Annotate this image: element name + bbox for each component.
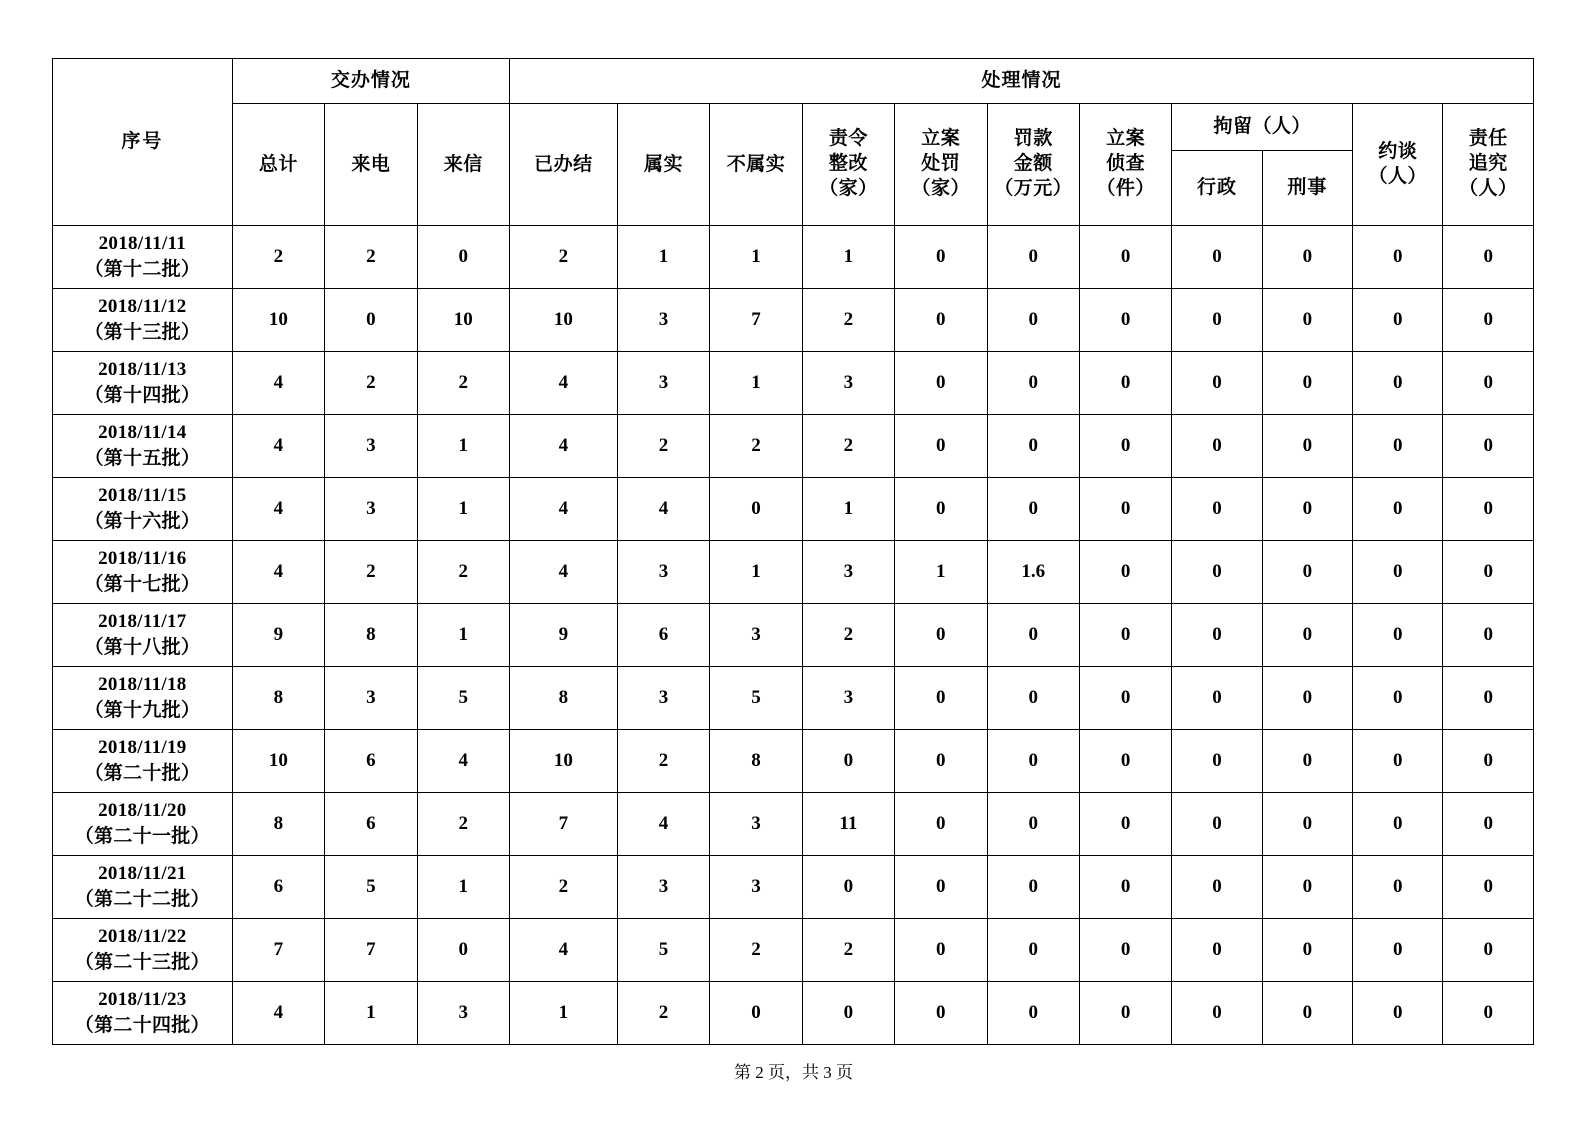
cell-detain-admin: 0 bbox=[1172, 604, 1262, 667]
cell-closed: 2 bbox=[510, 226, 618, 289]
cell-fine: 0 bbox=[987, 478, 1079, 541]
cell-investigate: 0 bbox=[1079, 919, 1171, 982]
cell-total: 4 bbox=[232, 352, 324, 415]
cell-fine: 0 bbox=[987, 226, 1079, 289]
cell-interview: 0 bbox=[1353, 604, 1443, 667]
row-label bbox=[53, 982, 233, 1045]
cell-accountability: 0 bbox=[1443, 226, 1534, 289]
row-date: 2018/11/19 bbox=[98, 737, 187, 759]
cell-true-case: 3 bbox=[617, 352, 709, 415]
cell-rectify: 2 bbox=[802, 919, 894, 982]
cell-interview: 0 bbox=[1353, 478, 1443, 541]
cell-interview: 0 bbox=[1353, 919, 1443, 982]
cell-rectify: 3 bbox=[802, 667, 894, 730]
cell-fine: 0 bbox=[987, 352, 1079, 415]
cell-interview: 0 bbox=[1353, 793, 1443, 856]
cell-true-case: 5 bbox=[617, 919, 709, 982]
header-fine bbox=[987, 104, 1079, 226]
cell-fine: 0 bbox=[987, 919, 1079, 982]
row-label bbox=[53, 856, 233, 919]
cell-total: 2 bbox=[232, 226, 324, 289]
cell-accountability: 0 bbox=[1443, 541, 1534, 604]
header-letter: 来信 bbox=[417, 104, 509, 226]
cell-interview: 0 bbox=[1353, 856, 1443, 919]
cell-investigate: 0 bbox=[1079, 415, 1171, 478]
row-label bbox=[53, 604, 233, 667]
cell-closed: 8 bbox=[510, 667, 618, 730]
cell-true-case: 4 bbox=[617, 478, 709, 541]
cell-investigate: 0 bbox=[1079, 289, 1171, 352]
cell-call: 7 bbox=[325, 919, 417, 982]
cell-untrue-case: 1 bbox=[710, 541, 802, 604]
cell-penalty: 0 bbox=[895, 604, 987, 667]
cell-accountability: 0 bbox=[1443, 667, 1534, 730]
cell-detain-criminal: 0 bbox=[1262, 793, 1352, 856]
cell-call: 2 bbox=[325, 226, 417, 289]
row-label bbox=[53, 478, 233, 541]
cell-detain-admin: 0 bbox=[1172, 541, 1262, 604]
cell-interview: 0 bbox=[1353, 226, 1443, 289]
cell-call: 3 bbox=[325, 415, 417, 478]
cell-true-case: 3 bbox=[617, 289, 709, 352]
header-closed: 已办结 bbox=[510, 104, 618, 226]
table-row bbox=[53, 352, 1534, 415]
cell-investigate: 0 bbox=[1079, 856, 1171, 919]
row-label bbox=[53, 793, 233, 856]
cell-fine: 0 bbox=[987, 730, 1079, 793]
table-header-group-row bbox=[53, 59, 1534, 104]
cell-penalty: 0 bbox=[895, 415, 987, 478]
cell-true-case: 2 bbox=[617, 415, 709, 478]
cell-call: 0 bbox=[325, 289, 417, 352]
cell-closed: 1 bbox=[510, 982, 618, 1045]
cell-total: 4 bbox=[232, 982, 324, 1045]
cell-interview: 0 bbox=[1353, 289, 1443, 352]
cell-detain-admin: 0 bbox=[1172, 730, 1262, 793]
cell-detain-criminal: 0 bbox=[1262, 730, 1352, 793]
cell-closed: 4 bbox=[510, 478, 618, 541]
cell-untrue-case: 7 bbox=[710, 289, 802, 352]
header-investigate-line1: 立案 bbox=[1106, 128, 1146, 150]
cell-total: 8 bbox=[232, 793, 324, 856]
cell-rectify: 2 bbox=[802, 604, 894, 667]
cell-rectify: 2 bbox=[802, 289, 894, 352]
cell-investigate: 0 bbox=[1079, 604, 1171, 667]
cell-total: 4 bbox=[232, 541, 324, 604]
cell-accountability: 0 bbox=[1443, 352, 1534, 415]
cell-total: 10 bbox=[232, 730, 324, 793]
table-row bbox=[53, 982, 1534, 1045]
header-group-handled: 处理情况 bbox=[510, 59, 1534, 104]
cell-call: 3 bbox=[325, 667, 417, 730]
cell-interview: 0 bbox=[1353, 982, 1443, 1045]
cell-fine: 0 bbox=[987, 667, 1079, 730]
cell-true-case: 6 bbox=[617, 604, 709, 667]
table-row bbox=[53, 478, 1534, 541]
cell-accountability: 0 bbox=[1443, 604, 1534, 667]
cell-letter: 1 bbox=[417, 604, 509, 667]
cell-penalty: 1 bbox=[895, 541, 987, 604]
header-detain: 拘留（人） bbox=[1172, 104, 1353, 151]
page-footer: 第 2 页，共 3 页 bbox=[734, 1063, 853, 1082]
cell-letter: 1 bbox=[417, 856, 509, 919]
header-rectify-line1: 责令 bbox=[828, 128, 868, 150]
cell-detain-criminal: 0 bbox=[1262, 541, 1352, 604]
cell-fine: 0 bbox=[987, 415, 1079, 478]
cell-letter: 5 bbox=[417, 667, 509, 730]
cell-detain-criminal: 0 bbox=[1262, 226, 1352, 289]
cell-untrue-case: 5 bbox=[710, 667, 802, 730]
row-label bbox=[53, 415, 233, 478]
cell-closed: 7 bbox=[510, 793, 618, 856]
header-fine-line1: 罚款 bbox=[1013, 128, 1053, 150]
cell-rectify: 0 bbox=[802, 730, 894, 793]
cell-accountability: 0 bbox=[1443, 919, 1534, 982]
cell-closed: 4 bbox=[510, 541, 618, 604]
header-interview bbox=[1353, 104, 1443, 226]
cell-untrue-case: 3 bbox=[710, 793, 802, 856]
cell-investigate: 0 bbox=[1079, 541, 1171, 604]
cell-call: 2 bbox=[325, 541, 417, 604]
row-label bbox=[53, 919, 233, 982]
row-batch: （第十九批） bbox=[84, 700, 201, 721]
cell-total: 7 bbox=[232, 919, 324, 982]
cell-investigate: 0 bbox=[1079, 352, 1171, 415]
header-penalty-line3: （家） bbox=[911, 177, 971, 199]
cell-rectify: 3 bbox=[802, 352, 894, 415]
cell-investigate: 0 bbox=[1079, 667, 1171, 730]
report-table bbox=[52, 58, 1534, 1045]
cell-closed: 10 bbox=[510, 730, 618, 793]
cell-detain-criminal: 0 bbox=[1262, 667, 1352, 730]
header-interview-line1: 约谈 bbox=[1378, 140, 1418, 162]
cell-closed: 9 bbox=[510, 604, 618, 667]
cell-fine: 1.6 bbox=[987, 541, 1079, 604]
header-rectify bbox=[802, 104, 894, 226]
table-row bbox=[53, 604, 1534, 667]
cell-true-case: 2 bbox=[617, 982, 709, 1045]
cell-letter: 2 bbox=[417, 541, 509, 604]
cell-closed: 4 bbox=[510, 415, 618, 478]
cell-true-case: 3 bbox=[617, 667, 709, 730]
cell-accountability: 0 bbox=[1443, 415, 1534, 478]
table-row bbox=[53, 226, 1534, 289]
row-batch: （第十三批） bbox=[84, 322, 201, 343]
cell-interview: 0 bbox=[1353, 667, 1443, 730]
cell-detain-criminal: 0 bbox=[1262, 478, 1352, 541]
row-date: 2018/11/21 bbox=[98, 863, 187, 885]
row-label bbox=[53, 541, 233, 604]
cell-interview: 0 bbox=[1353, 415, 1443, 478]
cell-rectify: 0 bbox=[802, 856, 894, 919]
cell-detain-criminal: 0 bbox=[1262, 856, 1352, 919]
cell-untrue-case: 1 bbox=[710, 226, 802, 289]
cell-detain-admin: 0 bbox=[1172, 793, 1262, 856]
cell-penalty: 0 bbox=[895, 478, 987, 541]
header-detain-admin: 行政 bbox=[1172, 151, 1262, 226]
cell-fine: 0 bbox=[987, 604, 1079, 667]
cell-interview: 0 bbox=[1353, 352, 1443, 415]
cell-rectify: 1 bbox=[802, 226, 894, 289]
header-accountability-line3: （人） bbox=[1458, 177, 1518, 199]
header-true-case: 属实 bbox=[617, 104, 709, 226]
header-fine-line2: 金额 bbox=[1013, 153, 1053, 175]
row-label bbox=[53, 667, 233, 730]
cell-true-case: 3 bbox=[617, 856, 709, 919]
row-batch: （第十八批） bbox=[84, 637, 201, 658]
row-batch: （第二十二批） bbox=[74, 889, 210, 910]
cell-call: 3 bbox=[325, 478, 417, 541]
row-batch: （第二十批） bbox=[84, 763, 201, 784]
cell-investigate: 0 bbox=[1079, 478, 1171, 541]
row-batch: （第二十四批） bbox=[74, 1015, 210, 1036]
row-date: 2018/11/12 bbox=[98, 296, 187, 318]
header-detain-criminal: 刑事 bbox=[1262, 151, 1352, 226]
cell-closed: 4 bbox=[510, 919, 618, 982]
cell-call: 8 bbox=[325, 604, 417, 667]
table-row bbox=[53, 289, 1534, 352]
header-accountability-line2: 追究 bbox=[1468, 153, 1508, 175]
header-investigate-line2: 侦查 bbox=[1106, 153, 1146, 175]
cell-fine: 0 bbox=[987, 793, 1079, 856]
cell-detain-admin: 0 bbox=[1172, 478, 1262, 541]
cell-untrue-case: 1 bbox=[710, 352, 802, 415]
cell-total: 9 bbox=[232, 604, 324, 667]
row-label bbox=[53, 226, 233, 289]
table-row bbox=[53, 541, 1534, 604]
cell-untrue-case: 3 bbox=[710, 856, 802, 919]
row-date: 2018/11/15 bbox=[98, 485, 187, 507]
cell-investigate: 0 bbox=[1079, 730, 1171, 793]
cell-penalty: 0 bbox=[895, 289, 987, 352]
header-accountability-line1: 责任 bbox=[1468, 128, 1508, 150]
header-rectify-line2: 整改 bbox=[828, 153, 868, 175]
cell-untrue-case: 0 bbox=[710, 982, 802, 1045]
cell-detain-criminal: 0 bbox=[1262, 352, 1352, 415]
cell-closed: 10 bbox=[510, 289, 618, 352]
cell-call: 2 bbox=[325, 352, 417, 415]
header-rectify-line3: （家） bbox=[819, 177, 878, 199]
cell-rectify: 2 bbox=[802, 415, 894, 478]
cell-rectify: 0 bbox=[802, 982, 894, 1045]
row-label bbox=[53, 352, 233, 415]
cell-detain-admin: 0 bbox=[1172, 919, 1262, 982]
cell-untrue-case: 3 bbox=[710, 604, 802, 667]
cell-detain-admin: 0 bbox=[1172, 415, 1262, 478]
cell-rectify: 11 bbox=[802, 793, 894, 856]
cell-accountability: 0 bbox=[1443, 793, 1534, 856]
row-date: 2018/11/17 bbox=[98, 611, 187, 633]
cell-rectify: 3 bbox=[802, 541, 894, 604]
header-total: 总计 bbox=[232, 104, 324, 226]
row-date: 2018/11/14 bbox=[98, 422, 187, 444]
table-row bbox=[53, 793, 1534, 856]
cell-accountability: 0 bbox=[1443, 289, 1534, 352]
cell-investigate: 0 bbox=[1079, 793, 1171, 856]
cell-call: 1 bbox=[325, 982, 417, 1045]
header-investigate bbox=[1079, 104, 1171, 226]
cell-closed: 4 bbox=[510, 352, 618, 415]
cell-detain-admin: 0 bbox=[1172, 667, 1262, 730]
cell-detain-criminal: 0 bbox=[1262, 982, 1352, 1045]
cell-fine: 0 bbox=[987, 982, 1079, 1045]
cell-untrue-case: 2 bbox=[710, 919, 802, 982]
cell-total: 10 bbox=[232, 289, 324, 352]
cell-rectify: 1 bbox=[802, 478, 894, 541]
row-batch: （第十五批） bbox=[84, 448, 201, 469]
cell-fine: 0 bbox=[987, 856, 1079, 919]
table-row bbox=[53, 919, 1534, 982]
cell-penalty: 0 bbox=[895, 793, 987, 856]
row-date: 2018/11/13 bbox=[98, 359, 187, 381]
cell-accountability: 0 bbox=[1443, 730, 1534, 793]
cell-fine: 0 bbox=[987, 289, 1079, 352]
cell-interview: 0 bbox=[1353, 730, 1443, 793]
table-row bbox=[53, 415, 1534, 478]
row-batch: （第十二批） bbox=[84, 259, 201, 280]
cell-interview: 0 bbox=[1353, 541, 1443, 604]
header-fine-line3: （万元） bbox=[994, 177, 1073, 199]
row-date: 2018/11/23 bbox=[98, 989, 187, 1011]
row-batch: （第十六批） bbox=[84, 511, 201, 532]
header-seq: 序号 bbox=[53, 59, 233, 226]
cell-letter: 10 bbox=[417, 289, 509, 352]
table-row bbox=[53, 856, 1534, 919]
cell-detain-admin: 0 bbox=[1172, 856, 1262, 919]
cell-penalty: 0 bbox=[895, 667, 987, 730]
cell-call: 6 bbox=[325, 793, 417, 856]
cell-investigate: 0 bbox=[1079, 226, 1171, 289]
cell-penalty: 0 bbox=[895, 730, 987, 793]
row-batch: （第十七批） bbox=[84, 574, 201, 595]
header-interview-line2: （人） bbox=[1368, 165, 1428, 187]
row-date: 2018/11/16 bbox=[98, 548, 187, 570]
header-investigate-line3: （件） bbox=[1096, 177, 1155, 199]
cell-total: 6 bbox=[232, 856, 324, 919]
header-penalty-line2: 处罚 bbox=[921, 153, 961, 175]
table-body bbox=[53, 226, 1534, 1045]
cell-penalty: 0 bbox=[895, 352, 987, 415]
cell-penalty: 0 bbox=[895, 919, 987, 982]
row-batch: （第二十一批） bbox=[74, 826, 210, 847]
cell-accountability: 0 bbox=[1443, 478, 1534, 541]
cell-detain-admin: 0 bbox=[1172, 982, 1262, 1045]
row-date: 2018/11/11 bbox=[98, 233, 187, 255]
cell-letter: 2 bbox=[417, 793, 509, 856]
header-group-assigned: 交办情况 bbox=[232, 59, 509, 104]
row-label bbox=[53, 730, 233, 793]
cell-untrue-case: 0 bbox=[710, 478, 802, 541]
cell-detain-criminal: 0 bbox=[1262, 289, 1352, 352]
cell-call: 6 bbox=[325, 730, 417, 793]
row-batch: （第二十三批） bbox=[74, 952, 210, 973]
cell-penalty: 0 bbox=[895, 856, 987, 919]
cell-letter: 4 bbox=[417, 730, 509, 793]
cell-true-case: 3 bbox=[617, 541, 709, 604]
cell-detain-admin: 0 bbox=[1172, 352, 1262, 415]
header-penalty bbox=[895, 104, 987, 226]
cell-detain-criminal: 0 bbox=[1262, 919, 1352, 982]
cell-true-case: 1 bbox=[617, 226, 709, 289]
cell-investigate: 0 bbox=[1079, 982, 1171, 1045]
cell-penalty: 0 bbox=[895, 982, 987, 1045]
row-date: 2018/11/20 bbox=[98, 800, 187, 822]
cell-letter: 0 bbox=[417, 226, 509, 289]
row-date: 2018/11/22 bbox=[98, 926, 187, 948]
cell-letter: 3 bbox=[417, 982, 509, 1045]
cell-accountability: 0 bbox=[1443, 856, 1534, 919]
header-call: 来电 bbox=[325, 104, 417, 226]
cell-detain-admin: 0 bbox=[1172, 226, 1262, 289]
cell-untrue-case: 2 bbox=[710, 415, 802, 478]
cell-letter: 0 bbox=[417, 919, 509, 982]
cell-detain-admin: 0 bbox=[1172, 289, 1262, 352]
cell-total: 4 bbox=[232, 415, 324, 478]
cell-closed: 2 bbox=[510, 856, 618, 919]
row-batch: （第十四批） bbox=[84, 385, 201, 406]
cell-total: 8 bbox=[232, 667, 324, 730]
header-untrue-case: 不属实 bbox=[710, 104, 802, 226]
cell-letter: 2 bbox=[417, 352, 509, 415]
cell-detain-criminal: 0 bbox=[1262, 604, 1352, 667]
table-row bbox=[53, 730, 1534, 793]
header-penalty-line1: 立案 bbox=[921, 128, 961, 150]
cell-penalty: 0 bbox=[895, 226, 987, 289]
cell-accountability: 0 bbox=[1443, 982, 1534, 1045]
cell-total: 4 bbox=[232, 478, 324, 541]
row-date: 2018/11/18 bbox=[98, 674, 187, 696]
cell-letter: 1 bbox=[417, 415, 509, 478]
cell-call: 5 bbox=[325, 856, 417, 919]
table-header-col-row bbox=[53, 104, 1534, 151]
cell-true-case: 4 bbox=[617, 793, 709, 856]
cell-detain-criminal: 0 bbox=[1262, 415, 1352, 478]
row-label bbox=[53, 289, 233, 352]
table-row bbox=[53, 667, 1534, 730]
header-accountability bbox=[1443, 104, 1534, 226]
cell-untrue-case: 8 bbox=[710, 730, 802, 793]
cell-letter: 1 bbox=[417, 478, 509, 541]
cell-true-case: 2 bbox=[617, 730, 709, 793]
